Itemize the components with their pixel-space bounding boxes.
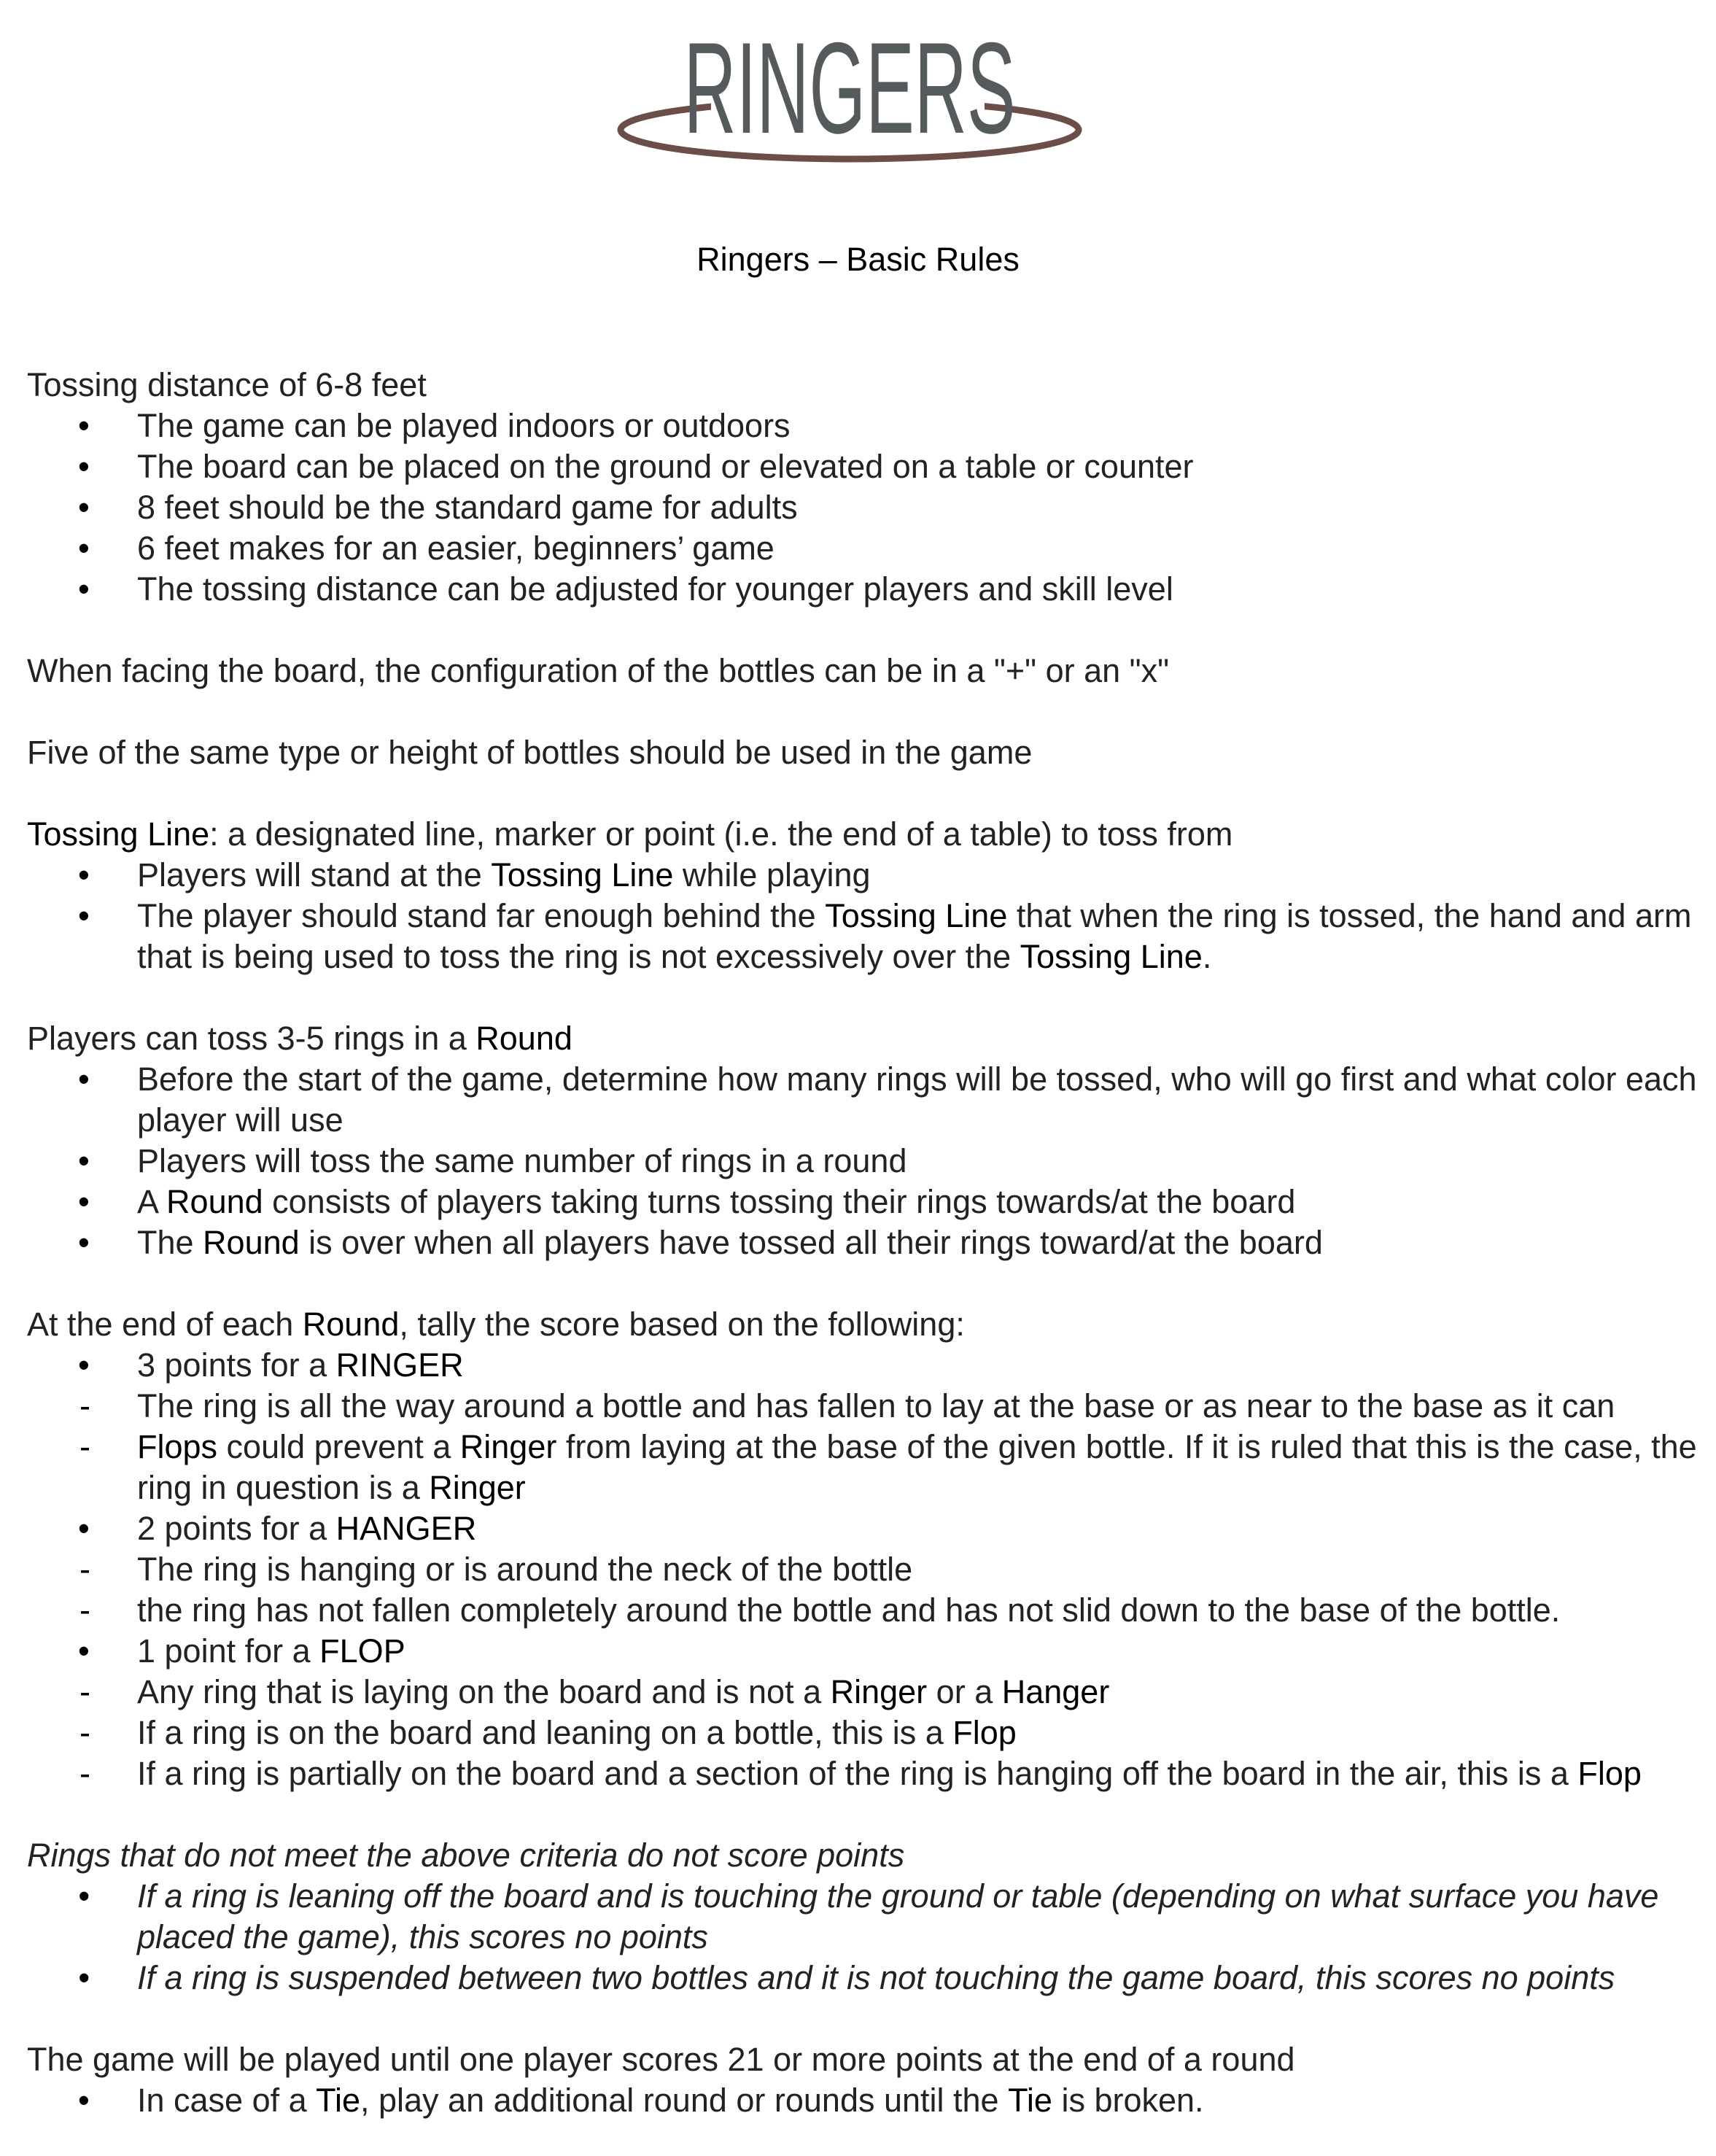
list-item: - The ring is all the way around a bottle and has fallen to lay at the base or as near to the base as it can xyxy=(27,1386,1697,1427)
bullet-list xyxy=(27,406,1697,610)
list-item: • The board can be placed on the ground or elevated on a table or counter xyxy=(27,446,1697,487)
bullet-list xyxy=(27,1059,1697,1263)
list-item: • Players will toss the same number of rings in a round xyxy=(27,1141,1697,1182)
bullet-list xyxy=(27,855,1697,977)
section-heading: Rings that do not meet the above criteria do not score points xyxy=(27,1837,905,1874)
list-item: • The game can be played indoors or outdoors xyxy=(27,406,1697,446)
list-item: • 8 feet should be the standard game for adults xyxy=(27,487,1697,528)
scoring-hanger: • 2 points for a HANGER xyxy=(27,1508,1697,1549)
section-heading: At the end of each Round, tally the score based on the following: xyxy=(27,1306,965,1343)
list-item: • 6 feet makes for an easier, beginners’ game xyxy=(27,528,1697,569)
rules-body xyxy=(27,365,1697,2121)
scoring-ringer: • 3 points for a RINGER xyxy=(27,1345,1697,1386)
section-round xyxy=(27,1018,1697,1263)
bottles-paragraph: Five of the same type or height of bottles should be used in the game xyxy=(27,734,1033,771)
list-item: - If a ring is partially on the board and a section of the ring is hanging off the board in the air, this is a Flop xyxy=(27,1753,1697,1794)
logo-wordmark: RINGERS xyxy=(683,15,1016,160)
list-item: - If a ring is on the board and leaning on a bottle, this is a Flop xyxy=(27,1713,1697,1753)
configuration-paragraph: When facing the board, the configuration of the bottles can be in a "+" or an "x" xyxy=(27,652,1170,689)
page-title: Ringers – Basic Rules xyxy=(696,241,1020,278)
list-item: • A Round consists of players taking turns tossing their rings towards/at the board xyxy=(27,1182,1697,1222)
list-item: - Flops could prevent a Ringer from laying at the base of the given bottle. If it is ruled that this is the case, the ring in question is a Ringer xyxy=(27,1427,1697,1508)
list-item: • If a ring is leaning off the board and is touching the ground or table (depending on what surface you have placed the game), this scores no points xyxy=(27,1876,1697,1958)
section-heading: The game will be played until one player scores 21 or more points at the end of a round xyxy=(27,2041,1295,2078)
list-item: • Players will stand at the Tossing Line while playing xyxy=(27,855,1697,896)
list-item: - the ring has not fallen completely around the bottle and has not slid down to the base of the bottle. xyxy=(27,1590,1697,1631)
dash-list xyxy=(27,1386,1697,1508)
list-item: • In case of a Tie, play an additional round or rounds until the Tie is broken. xyxy=(27,2080,1697,2121)
bullet-list xyxy=(27,1876,1697,1998)
scoring-flop: • 1 point for a FLOP xyxy=(27,1631,1697,1672)
ringers-logo xyxy=(616,0,1083,168)
list-item: • Before the start of the game, determine how many rings will be tossed, who will go first and what color each player will use xyxy=(27,1059,1697,1141)
bullet-list xyxy=(27,1631,1697,1672)
list-item: - The ring is hanging or is around the neck of the bottle xyxy=(27,1549,1697,1590)
section-heading: Tossing distance of 6-8 feet xyxy=(27,366,427,403)
list-item: • The Round is over when all players have tossed all their rings toward/at the board xyxy=(27,1222,1697,1263)
list-item: • If a ring is suspended between two bottles and it is not touching the game board, this scores no points xyxy=(27,1958,1697,1998)
list-item: - Any ring that is laying on the board and is not a Ringer or a Hanger xyxy=(27,1672,1697,1713)
dash-list xyxy=(27,1672,1697,1794)
term-tossing-line: Tossing Line xyxy=(27,815,210,853)
section-tossing-line xyxy=(27,814,1697,977)
list-item: • The tossing distance can be adjusted for younger players and skill level xyxy=(27,569,1697,610)
section-game-end xyxy=(27,2039,1697,2121)
list-item: • The player should stand far enough behind the Tossing Line that when the ring is tossed, the hand and arm that is being used to toss the ring is not excessively over the Tossing Line. xyxy=(27,896,1697,977)
section-scoring xyxy=(27,1304,1697,1794)
bullet-list xyxy=(27,1345,1697,1386)
section-no-score xyxy=(27,1835,1697,1998)
bullet-list xyxy=(27,1508,1697,1549)
section-heading: Tossing Line: a designated line, marker or point (i.e. the end of a table) to toss from xyxy=(27,815,1233,853)
dash-list xyxy=(27,1549,1697,1631)
bullet-list xyxy=(27,2080,1697,2121)
section-tossing-distance xyxy=(27,365,1697,610)
section-heading: Players can toss 3-5 rings in a Round xyxy=(27,1020,572,1057)
